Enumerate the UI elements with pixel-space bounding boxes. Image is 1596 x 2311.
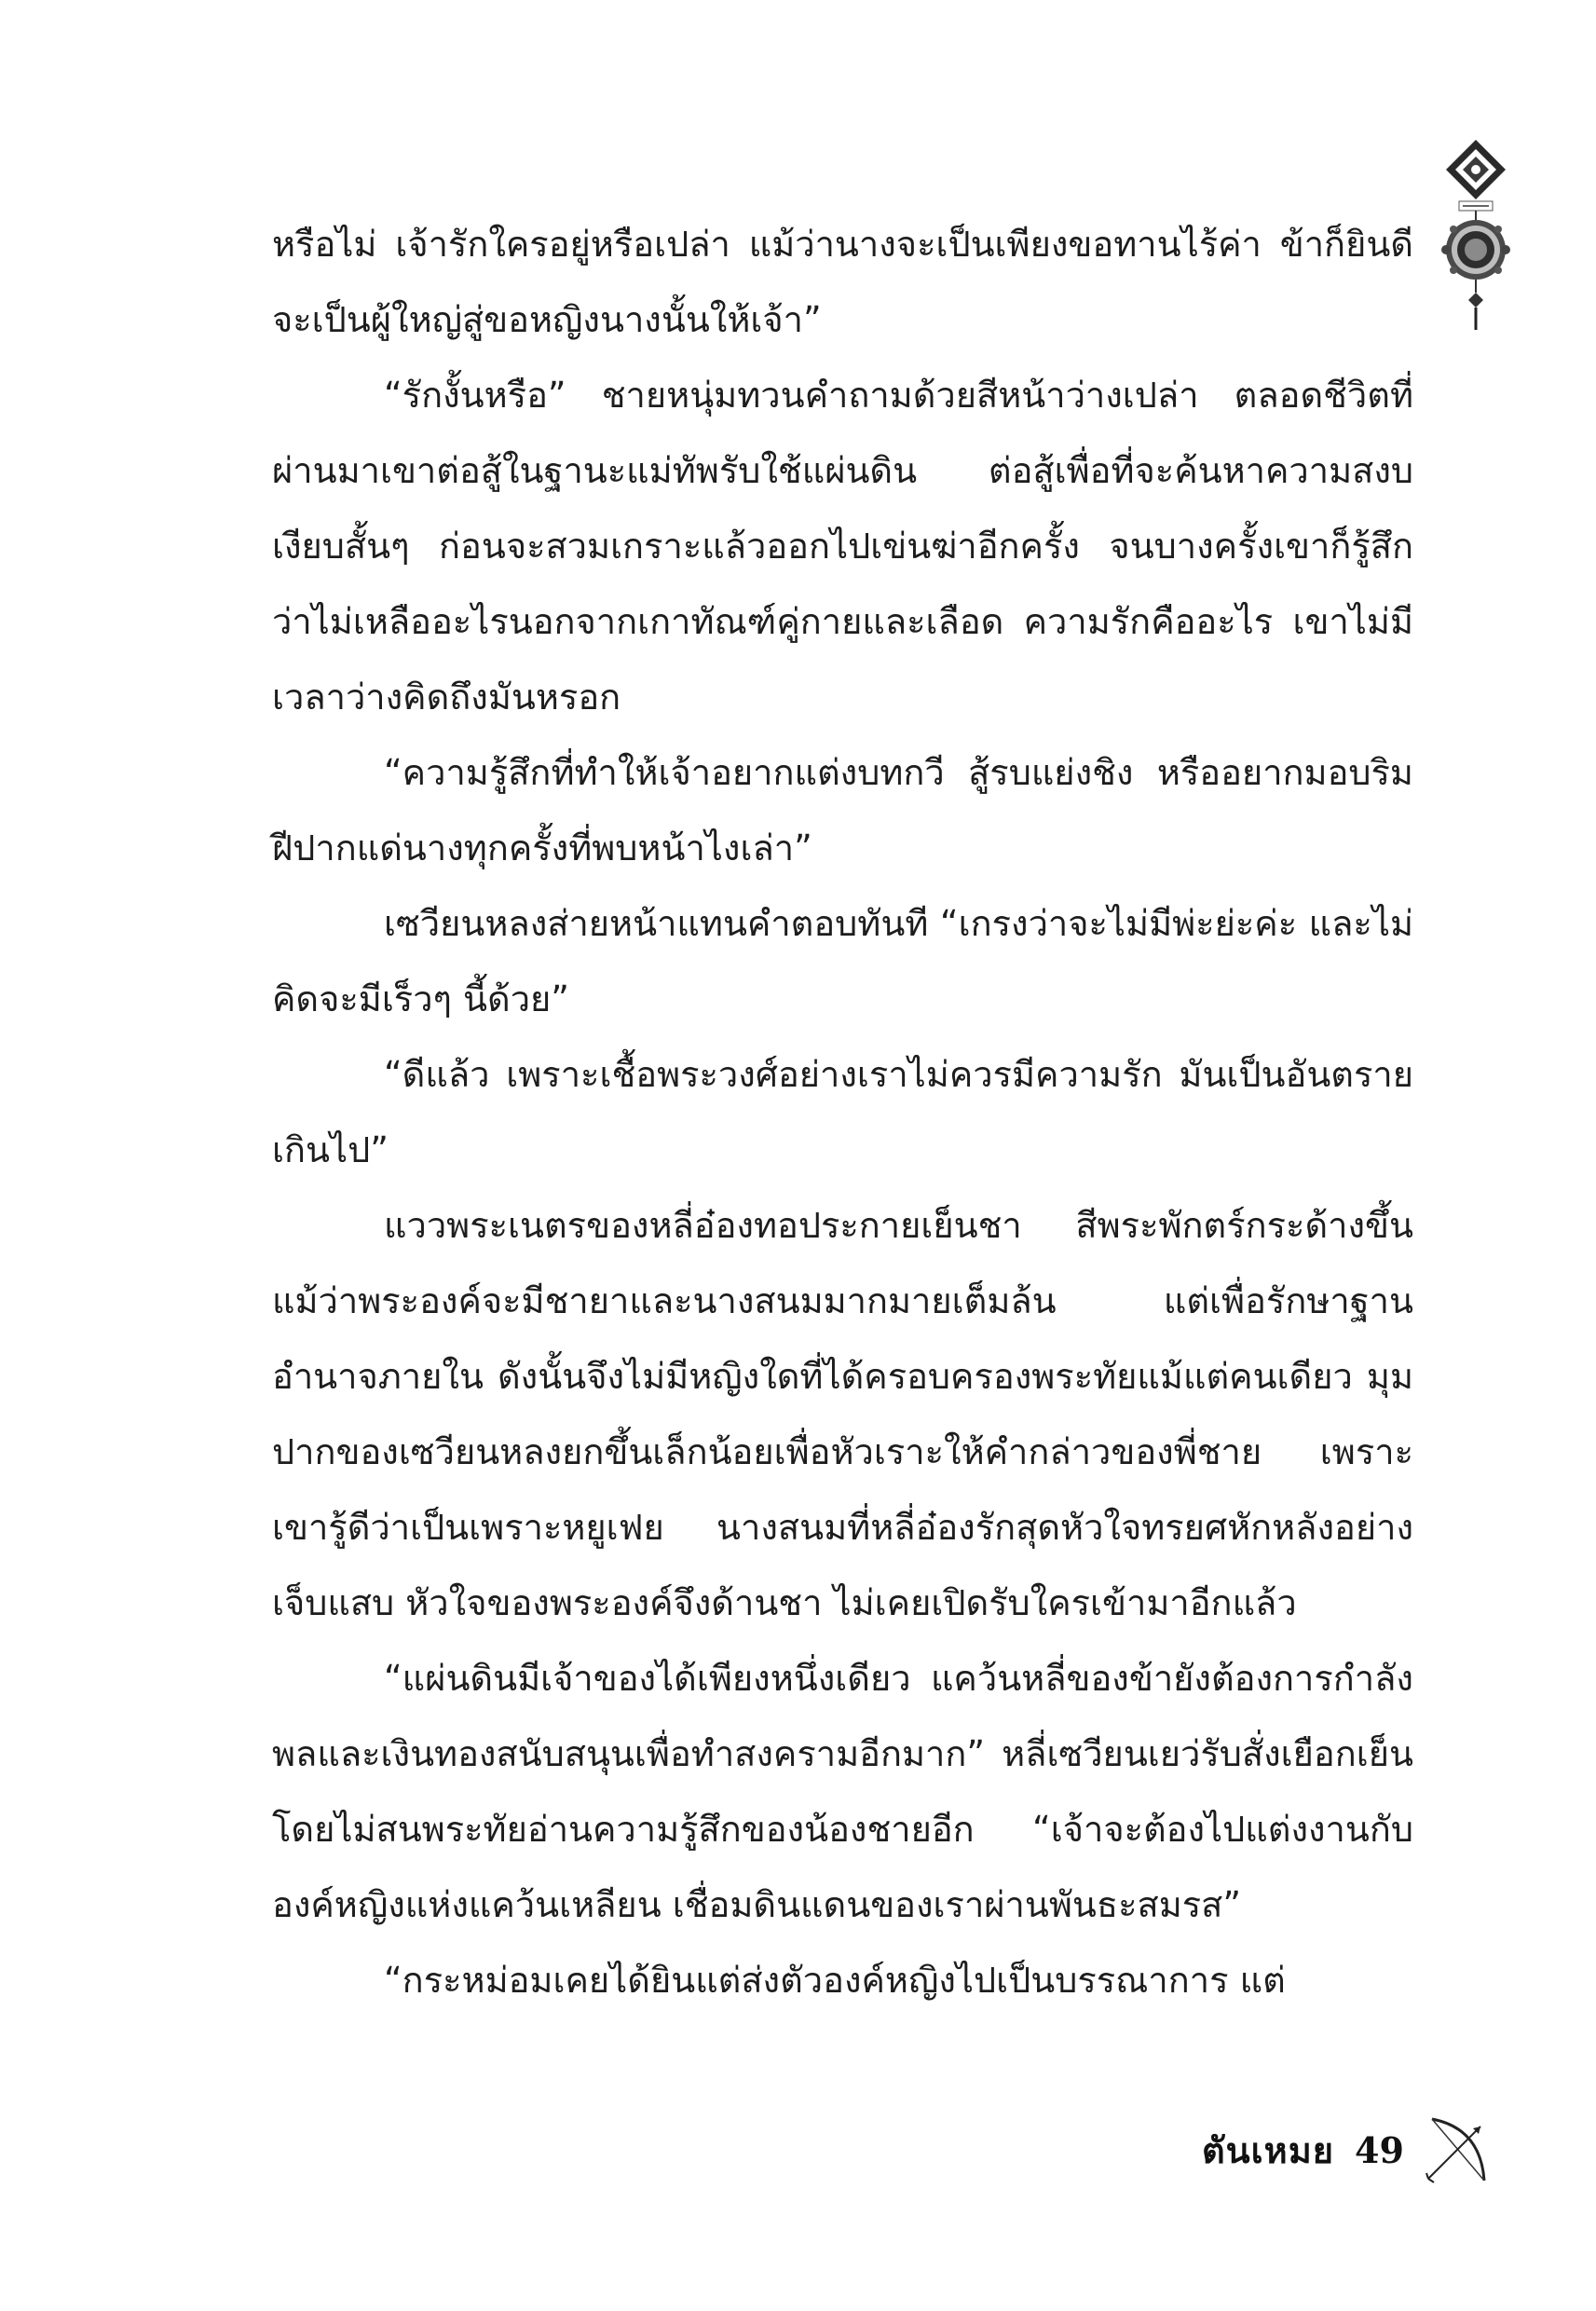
paragraph: แววพระเนตรของหลี่อ๋องทอประกายเย็นชา สีพระพักตร์กระด้างขึ้น แม้ว่าพระองค์จะมีชายาและนางสนมมากมายเต็มล้น แต่เพื่อรักษาฐานอำนาจภายใน ดังนั้นจึงไม่มีหญิงใดที่ได้ครอบครองพระทัยแม้แต่คนเดียว มุมปากของเซวียนหลงยกขึ้นเล็กน้อยเพื่อหัวเราะให้คำกล่าวของพี่ชาย เพราะเขารู้ดีว่าเป็นเพราะหยูเฟย นางสนมที่หลี่อ๋องรักสุดหัวใจทรยศหักหลังอย่างเจ็บแสบ หัวใจของพระองค์จึงด้านชา ไม่เคยเปิดรับใครเข้ามาอีกแล้ว (272, 1205, 1413, 1623)
paragraph: “ดีแล้ว เพราะเชื้อพระวงศ์อย่างเราไม่ควรมีความรัก มันเป็นอันตรายเกินไป” (272, 1054, 1413, 1170)
page-number: 49 (1355, 2128, 1404, 2171)
body-text (272, 207, 1413, 2018)
paragraph: เซวียนหลงส่ายหน้าแทนคำตอบทันที “เกรงว่าจะไม่มีพ่ะย่ะค่ะ และไม่คิดจะมีเร็วๆ นี้ด้วย” (272, 903, 1413, 1019)
running-title: ตันเหมย (1202, 2128, 1335, 2171)
paragraph: “แผ่นดินมีเจ้าของได้เพียงหนึ่งเดียว แคว้นหลี่ของข้ายังต้องการกำลังพลและเงินทองสนับสนุนเพื่อทำสงครามอีกมาก” หลี่เซวียนเยว่รับสั่งเยือกเย็นโดยไม่สนพระทัยอ่านความรู้สึกของน้องชายอีก “เจ้าจะต้องไปแต่งงานกับองค์หญิงแห่งแคว้นเหลียน เชื่อมดินแดนของเราผ่านพันธะสมรส” (272, 1658, 1413, 1925)
ornament-medallion-icon (1433, 138, 1519, 334)
paragraph: หรือไม่ เจ้ารักใครอยู่หรือเปล่า แม้ว่านางจะเป็นเพียงขอทานไร้ค่า ข้าก็ยินดีจะเป็นผู้ใหญ่สู่ขอหญิงนางนั้นให้เจ้า” (272, 224, 1413, 340)
paragraph: “กระหม่อมเคยได้ยินแต่ส่งตัวองค์หญิงไปเป็นบรรณาการ แต่ (384, 1960, 1286, 2001)
paragraph: “รักงั้นหรือ” ชายหนุ่มทวนคำถามด้วยสีหน้าว่างเปล่า ตลอดชีวิตที่ผ่านมาเขาต่อสู้ในฐานะแม่ทัพรับใช้แผ่นดิน ต่อสู้เพื่อที่จะค้นหาความสงบเงียบสั้นๆ ก่อนจะสวมเกราะแล้วออกไปเข่นฆ่าอีกครั้ง จนบางครั้งเขาก็รู้สึกว่าไม่เหลืออะไรนอกจากเกาทัณฑ์คู่กายและเลือด ความรักคืออะไร เขาไม่มีเวลาว่างคิดถึงมันหรอก (272, 375, 1413, 718)
paragraph: “ความรู้สึกที่ทำให้เจ้าอยากแต่งบทกวี สู้รบแย่งชิง หรืออยากมอบริมฝีปากแด่นางทุกครั้งที่พบหน้าไงเล่า” (272, 752, 1413, 868)
bow-and-arrow-icon (1425, 2112, 1492, 2188)
page-footer (1202, 2108, 1492, 2192)
